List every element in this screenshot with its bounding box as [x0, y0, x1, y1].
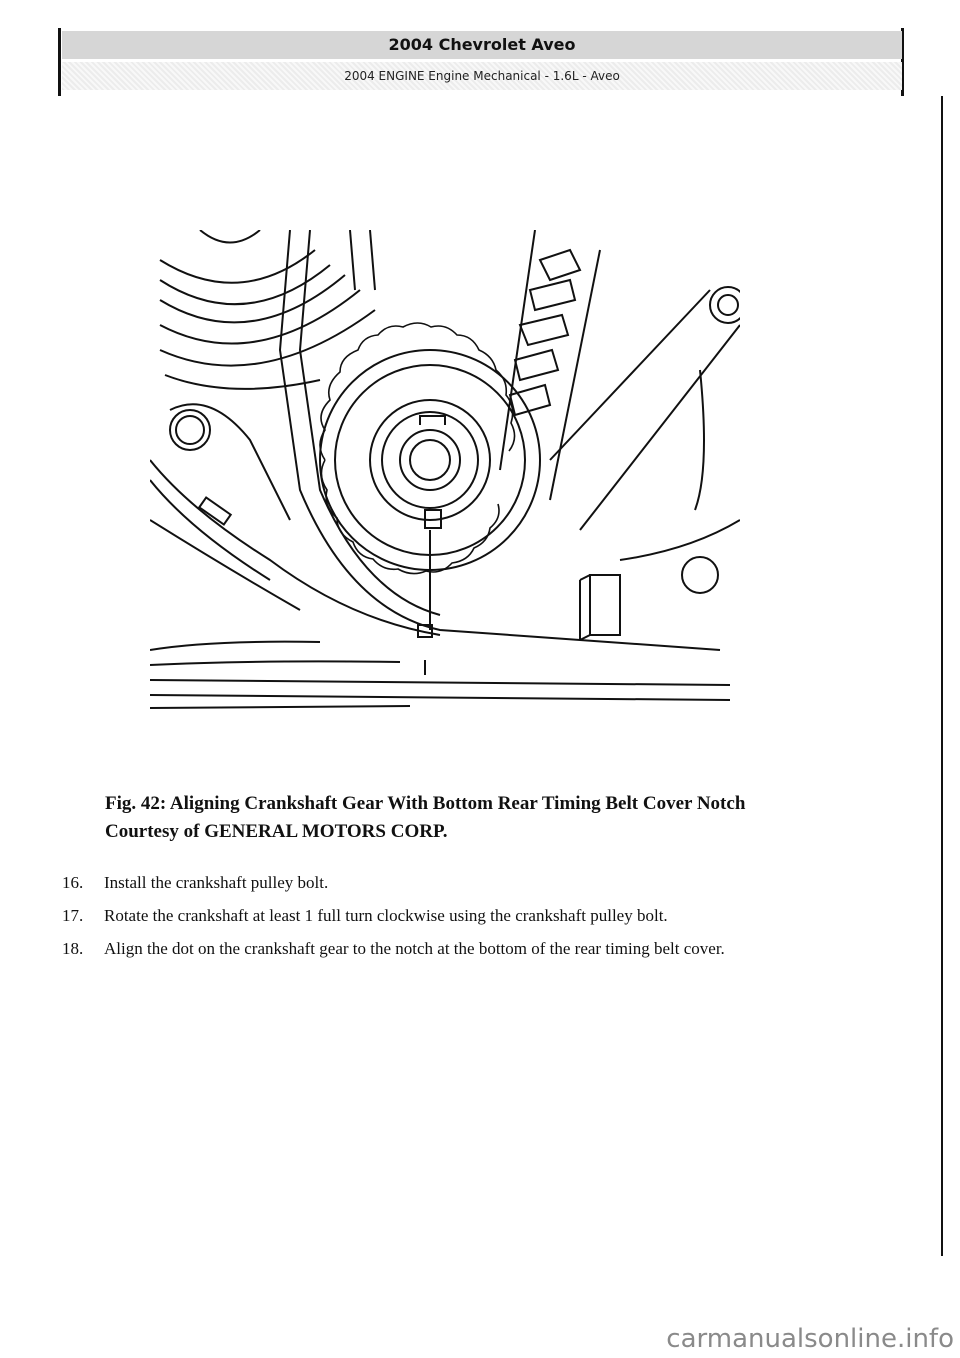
- figure-caption: [105, 790, 905, 846]
- caption-title: Fig. 42: Aligning Crankshaft Gear With Bottom Rear Timing Belt Cover Notch: [105, 793, 746, 814]
- rear-cover-lines: [150, 642, 730, 708]
- step-item: [62, 934, 882, 963]
- step-text: Rotate the crankshaft at least 1 full turn clockwise using the crankshaft pulley bolt.: [104, 906, 668, 925]
- step-number: 18.: [62, 939, 84, 958]
- procedure-steps: [62, 868, 882, 967]
- idler-pulley: [170, 404, 290, 524]
- upper-pulley-arcs: [160, 230, 375, 389]
- alignment-marks: [418, 530, 432, 675]
- step-number: 16.: [62, 873, 84, 892]
- caption-credit: Courtesy of GENERAL MOTORS CORP.: [105, 821, 448, 842]
- step-text: Align the dot on the crankshaft gear to the notch at the bottom of the rear timing belt cover.: [104, 939, 725, 958]
- document-title: 2004 Chevrolet Aveo: [62, 31, 902, 59]
- document-subtitle: 2004 ENGINE Engine Mechanical - 1.6L - Aveo: [62, 62, 902, 90]
- crankshaft-gear-illustration: [150, 230, 740, 710]
- site-watermark: carmanualsonline.info: [666, 1324, 954, 1354]
- page-right-rule: [941, 96, 943, 1256]
- step-item: [62, 901, 882, 930]
- step-text: Install the crankshaft pulley bolt.: [104, 873, 329, 892]
- step-number: 17.: [62, 906, 84, 925]
- right-belt-tensioner: [500, 230, 740, 640]
- step-item: [62, 868, 882, 897]
